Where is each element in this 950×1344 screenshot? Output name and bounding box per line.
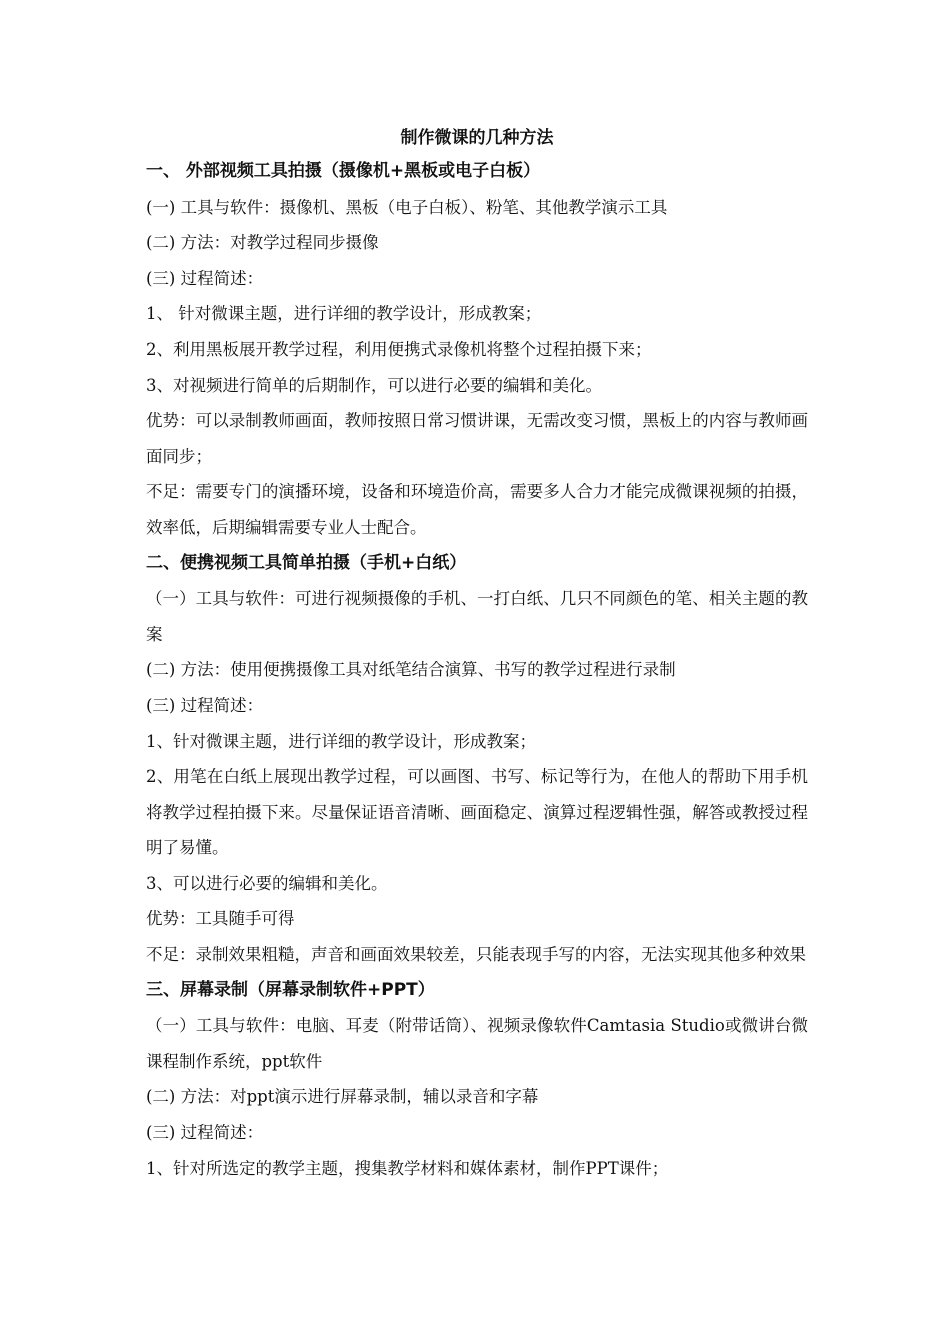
document-title: 制作微课的几种方法 (400, 128, 554, 148)
section-1 (146, 154, 808, 546)
section-heading: 二、便携视频工具简单拍摄（手机+白纸） (146, 552, 467, 573)
paragraph-line: 2、利用黑板展开教学过程，利用便携式录像机将整个过程拍摄下来； (146, 339, 652, 359)
paragraph-line: 3、对视频进行简单的后期制作，可以进行必要的编辑和美化。 (146, 375, 602, 395)
paragraph-advantage: 优势：工具随手可得 (146, 909, 295, 929)
paragraph-line: 2、用笔在白纸上展现出教学过程，可以画图、书写、标记等行为，在他人的帮助下用手机将教学过程拍摄下来。尽量保证语音清晰、画面稳定、演算过程逻辑性强，解答或教授过程明了易懂。 (146, 767, 808, 858)
section-3 (146, 973, 808, 1187)
paragraph-line: (三) 过程简述： (146, 1123, 264, 1143)
paragraph-line: (三) 过程简述： (146, 695, 264, 715)
section-heading: 三、屏幕录制（屏幕录制软件+PPT） (146, 979, 435, 1000)
paragraph-line: 3、可以进行必要的编辑和美化。 (146, 873, 388, 893)
paragraph-line: （一）工具与软件：电脑、耳麦（附带话筒）、视频录像软件Camtasia Studio或微讲台微课程制作系统，ppt软件 (146, 1016, 808, 1071)
paragraph-line: (二) 方法：对ppt演示进行屏幕录制，辅以录音和字幕 (146, 1087, 539, 1107)
paragraph-line: 1、 针对微课主题，进行详细的教学设计，形成教案； (146, 304, 542, 324)
section-heading: 一、 外部视频工具拍摄（摄像机+黑板或电子白板） (146, 161, 541, 181)
paragraph-line: (一) 工具与软件：摄像机、黑板（电子白板）、粉笔、其他教学演示工具 (146, 197, 668, 217)
paragraph-line: (二) 方法：对教学过程同步摄像 (146, 233, 379, 253)
paragraph-line: 1、针对微课主题，进行详细的教学设计，形成教案； (146, 731, 536, 751)
paragraph-advantage: 优势：可以录制教师画面，教师按照日常习惯讲课，无需改变习惯，黑板上的内容与教师画面同步； (146, 411, 808, 466)
paragraph-line: 1、针对所选定的教学主题，搜集教学材料和媒体素材，制作PPT课件； (146, 1158, 669, 1178)
paragraph-disadvantage: 不足：录制效果粗糙，声音和画面效果较差，只能表现手写的内容，无法实现其他多种效果 (146, 945, 806, 965)
paragraph-disadvantage: 不足：需要专门的演播环境，设备和环境造价高，需要多人合力才能完成微课视频的拍摄，效率低，后期编辑需要专业人士配合。 (146, 482, 808, 537)
paragraph-line: (三) 过程简述： (146, 268, 264, 288)
paragraph-line: （一）工具与软件：可进行视频摄像的手机、一打白纸、几只不同颜色的笔、相关主题的教案 (146, 589, 808, 644)
paragraph-line: (二) 方法：使用便携摄像工具对纸笔结合演算、书写的教学过程进行录制 (146, 660, 676, 680)
section-2 (146, 546, 808, 973)
